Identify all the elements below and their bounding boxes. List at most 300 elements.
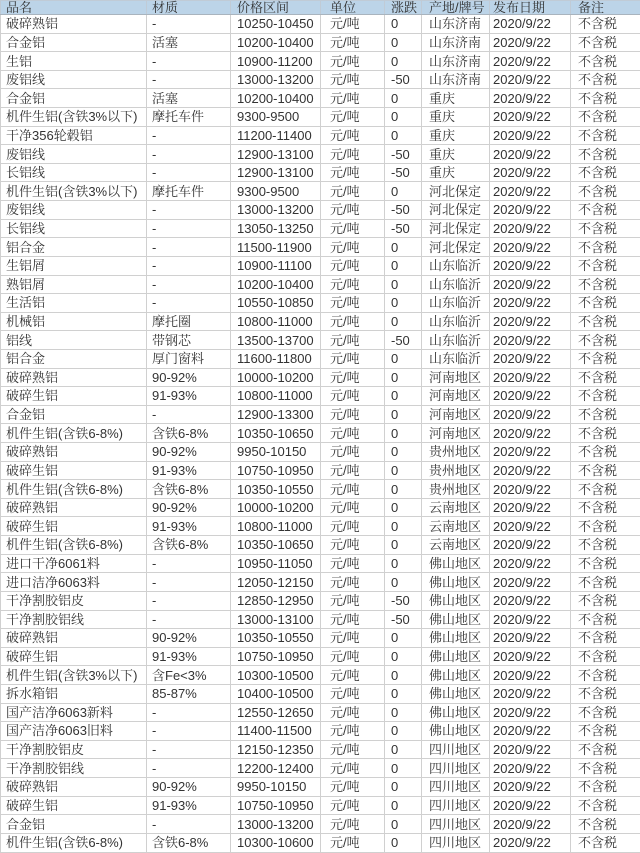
table-cell: 河北保定 <box>422 219 490 238</box>
table-cell: -50 <box>385 591 422 610</box>
table-cell: 废铝线 <box>1 70 147 89</box>
table-body <box>1 15 640 853</box>
table-cell: 0 <box>385 833 422 852</box>
table-cell: 干净割胶铝皮 <box>1 591 147 610</box>
table-row <box>1 461 640 480</box>
table-cell: 佛山地区 <box>422 629 490 648</box>
table-cell: 2020/9/22 <box>490 554 571 573</box>
table-header <box>1 1 640 15</box>
table-cell: 含铁6-8% <box>147 480 231 499</box>
table-cell: 91-93% <box>147 517 231 536</box>
table-row <box>1 740 640 759</box>
table-cell: 2020/9/22 <box>490 591 571 610</box>
table-cell: 不含税 <box>571 219 640 238</box>
table-cell: 不含税 <box>571 424 640 443</box>
table-cell: 熟铝屑 <box>1 275 147 294</box>
table-cell: 2020/9/22 <box>490 294 571 313</box>
table-cell: 2020/9/22 <box>490 461 571 480</box>
table-cell: 2020/9/22 <box>490 405 571 424</box>
table-cell: 12900-13100 <box>231 145 321 164</box>
table-row <box>1 722 640 741</box>
table-cell: 不含税 <box>571 89 640 108</box>
table-cell: 佛山地区 <box>422 573 490 592</box>
table-cell: 四川地区 <box>422 815 490 834</box>
table-cell: 不含税 <box>571 294 640 313</box>
table-cell: 2020/9/22 <box>490 33 571 52</box>
table-cell: 河南地区 <box>422 387 490 406</box>
table-cell: 元/吨 <box>321 740 385 759</box>
table-cell: 2020/9/22 <box>490 52 571 71</box>
table-row <box>1 331 640 350</box>
table-cell: 摩托车件 <box>147 108 231 127</box>
table-cell: 91-93% <box>147 387 231 406</box>
table-cell: 2020/9/22 <box>490 815 571 834</box>
table-cell: 90-92% <box>147 443 231 462</box>
table-cell: 破碎熟铝 <box>1 368 147 387</box>
table-cell: 91-93% <box>147 647 231 666</box>
table-cell: -50 <box>385 70 422 89</box>
table-cell: 山东济南 <box>422 52 490 71</box>
table-cell: 废铝线 <box>1 201 147 220</box>
table-cell: 2020/9/22 <box>490 684 571 703</box>
column-header-remark: 备注 <box>571 1 640 15</box>
column-header-unit: 单位 <box>321 1 385 15</box>
table-cell: 不含税 <box>571 33 640 52</box>
table-cell: 合金铝 <box>1 33 147 52</box>
table-cell: 不含税 <box>571 275 640 294</box>
table-cell: 0 <box>385 108 422 127</box>
table-cell: 长铝线 <box>1 219 147 238</box>
table-cell: 佛山地区 <box>422 554 490 573</box>
table-cell: 山东临沂 <box>422 331 490 350</box>
table-row <box>1 815 640 834</box>
table-cell: 机件生铝(含铁3%以下) <box>1 108 147 127</box>
table-cell: -50 <box>385 201 422 220</box>
table-cell: 2020/9/22 <box>490 536 571 555</box>
table-cell: 元/吨 <box>321 219 385 238</box>
table-cell: 10350-10550 <box>231 480 321 499</box>
table-cell: 不含税 <box>571 461 640 480</box>
table-cell: 0 <box>385 517 422 536</box>
table-cell: 含铁6-8% <box>147 536 231 555</box>
table-cell: 机件生铝(含铁3%以下) <box>1 666 147 685</box>
table-cell: 0 <box>385 703 422 722</box>
table-cell: 佛山地区 <box>422 666 490 685</box>
table-cell: - <box>147 163 231 182</box>
table-cell: 9300-9500 <box>231 108 321 127</box>
table-row <box>1 52 640 71</box>
table-cell: 10200-10400 <box>231 89 321 108</box>
table-row <box>1 70 640 89</box>
table-cell: 91-93% <box>147 796 231 815</box>
table-cell: 11400-11500 <box>231 722 321 741</box>
table-cell: 不含税 <box>571 256 640 275</box>
table-row <box>1 443 640 462</box>
table-cell: 不含税 <box>571 498 640 517</box>
table-cell: 10800-11000 <box>231 387 321 406</box>
table-row <box>1 777 640 796</box>
table-cell: 四川地区 <box>422 759 490 778</box>
table-cell: 山东临沂 <box>422 349 490 368</box>
column-header-publish-date: 发布日期 <box>490 1 571 15</box>
table-cell: 不含税 <box>571 163 640 182</box>
table-cell: 2020/9/22 <box>490 722 571 741</box>
table-row <box>1 33 640 52</box>
table-cell: 含Fe<3% <box>147 666 231 685</box>
table-row <box>1 387 640 406</box>
table-cell: 10200-10400 <box>231 275 321 294</box>
table-cell: 0 <box>385 33 422 52</box>
table-row <box>1 684 640 703</box>
table-cell: 不含税 <box>571 443 640 462</box>
table-cell: 合金铝 <box>1 405 147 424</box>
table-cell: 2020/9/22 <box>490 163 571 182</box>
table-cell: 2020/9/22 <box>490 610 571 629</box>
table-cell: - <box>147 219 231 238</box>
table-cell: 不含税 <box>571 349 640 368</box>
table-cell: 干净割胶铝线 <box>1 759 147 778</box>
table-cell: 元/吨 <box>321 182 385 201</box>
table-row <box>1 219 640 238</box>
table-cell: 0 <box>385 684 422 703</box>
table-cell: 合金铝 <box>1 89 147 108</box>
table-cell: 元/吨 <box>321 15 385 34</box>
table-cell: -50 <box>385 163 422 182</box>
table-cell: - <box>147 70 231 89</box>
table-cell: 厚门窗料 <box>147 349 231 368</box>
table-cell: - <box>147 573 231 592</box>
table-cell: 元/吨 <box>321 777 385 796</box>
table-cell: 90-92% <box>147 368 231 387</box>
table-cell: 佛山地区 <box>422 684 490 703</box>
table-row <box>1 405 640 424</box>
table-cell: 不含税 <box>571 647 640 666</box>
table-cell: 不含税 <box>571 70 640 89</box>
table-cell: 2020/9/22 <box>490 201 571 220</box>
table-cell: 不含税 <box>571 740 640 759</box>
table-cell: 0 <box>385 89 422 108</box>
table-cell: 元/吨 <box>321 312 385 331</box>
table-cell: 元/吨 <box>321 349 385 368</box>
table-cell: 0 <box>385 238 422 257</box>
table-cell: 破碎熟铝 <box>1 498 147 517</box>
table-cell: 干净割胶铝线 <box>1 610 147 629</box>
table-cell: 9300-9500 <box>231 182 321 201</box>
table-cell: - <box>147 256 231 275</box>
table-cell: 0 <box>385 461 422 480</box>
table-cell: 2020/9/22 <box>490 517 571 536</box>
table-cell: 四川地区 <box>422 833 490 852</box>
table-cell: 2020/9/22 <box>490 312 571 331</box>
table-cell: 破碎生铝 <box>1 387 147 406</box>
table-cell: 山东济南 <box>422 70 490 89</box>
table-cell: 2020/9/22 <box>490 145 571 164</box>
table-cell: - <box>147 15 231 34</box>
table-cell: 不含税 <box>571 15 640 34</box>
table-cell: 0 <box>385 480 422 499</box>
table-cell: 10750-10950 <box>231 461 321 480</box>
table-cell: 重庆 <box>422 163 490 182</box>
table-cell: 不含税 <box>571 629 640 648</box>
table-cell: 2020/9/22 <box>490 70 571 89</box>
table-cell: - <box>147 145 231 164</box>
table-cell: 元/吨 <box>321 703 385 722</box>
table-cell: 不含税 <box>571 52 640 71</box>
table-cell: 不含税 <box>571 517 640 536</box>
table-cell: 不含税 <box>571 796 640 815</box>
table-cell: 13500-13700 <box>231 331 321 350</box>
table-cell: 元/吨 <box>321 424 385 443</box>
table-cell: 2020/9/22 <box>490 275 571 294</box>
table-row <box>1 610 640 629</box>
table-cell: 云南地区 <box>422 517 490 536</box>
table-cell: 13000-13200 <box>231 815 321 834</box>
table-cell: 2020/9/22 <box>490 15 571 34</box>
table-cell: 破碎熟铝 <box>1 443 147 462</box>
table-cell: 带钢芯 <box>147 331 231 350</box>
table-cell: 2020/9/22 <box>490 740 571 759</box>
table-cell: 铝合金 <box>1 238 147 257</box>
table-cell: 10800-11000 <box>231 517 321 536</box>
table-cell: 破碎生铝 <box>1 517 147 536</box>
table-cell: - <box>147 554 231 573</box>
table-cell: 2020/9/22 <box>490 219 571 238</box>
table-cell: 不含税 <box>571 108 640 127</box>
table-cell: 0 <box>385 126 422 145</box>
table-cell: 不含税 <box>571 405 640 424</box>
table-row <box>1 145 640 164</box>
table-cell: 生活铝 <box>1 294 147 313</box>
table-cell: 不含税 <box>571 201 640 220</box>
table-cell: 元/吨 <box>321 536 385 555</box>
table-cell: 元/吨 <box>321 498 385 517</box>
table-cell: 破碎熟铝 <box>1 15 147 34</box>
table-row <box>1 554 640 573</box>
table-cell: 2020/9/22 <box>490 796 571 815</box>
table-cell: 2020/9/22 <box>490 480 571 499</box>
table-cell: 元/吨 <box>321 722 385 741</box>
table-cell: 12850-12950 <box>231 591 321 610</box>
table-cell: 11600-11800 <box>231 349 321 368</box>
table-cell: 机件生铝(含铁6-8%) <box>1 424 147 443</box>
table-cell: 佛山地区 <box>422 647 490 666</box>
table-cell: 10750-10950 <box>231 796 321 815</box>
table-cell: 元/吨 <box>321 163 385 182</box>
table-cell: 不含税 <box>571 684 640 703</box>
table-row <box>1 424 640 443</box>
table-cell: 铝合金 <box>1 349 147 368</box>
table-cell: 2020/9/22 <box>490 349 571 368</box>
table-cell: 元/吨 <box>321 443 385 462</box>
table-cell: 13050-13250 <box>231 219 321 238</box>
table-cell: 干净356轮毂铝 <box>1 126 147 145</box>
table-cell: -50 <box>385 610 422 629</box>
table-cell: 贵州地区 <box>422 480 490 499</box>
table-cell: 不含税 <box>571 703 640 722</box>
table-cell: 山东济南 <box>422 15 490 34</box>
table-cell: 12150-12350 <box>231 740 321 759</box>
table-row <box>1 201 640 220</box>
table-cell: 元/吨 <box>321 573 385 592</box>
table-cell: 云南地区 <box>422 536 490 555</box>
table-cell: 机件生铝(含铁3%以下) <box>1 182 147 201</box>
table-cell: 10350-10550 <box>231 629 321 648</box>
table-cell: - <box>147 275 231 294</box>
table-cell: 9950-10150 <box>231 777 321 796</box>
table-cell: 9950-10150 <box>231 443 321 462</box>
table-cell: 铝线 <box>1 331 147 350</box>
table-cell: 12050-12150 <box>231 573 321 592</box>
table-cell: 2020/9/22 <box>490 182 571 201</box>
table-cell: 2020/9/22 <box>490 368 571 387</box>
table-cell: 生铝屑 <box>1 256 147 275</box>
table-cell: 贵州地区 <box>422 461 490 480</box>
table-cell: 0 <box>385 424 422 443</box>
table-cell: 元/吨 <box>321 629 385 648</box>
table-cell: 元/吨 <box>321 108 385 127</box>
table-cell: 0 <box>385 647 422 666</box>
table-row <box>1 759 640 778</box>
table-cell: 不含税 <box>571 573 640 592</box>
table-cell: 贵州地区 <box>422 443 490 462</box>
table-cell: 11200-11400 <box>231 126 321 145</box>
table-cell: 11500-11900 <box>231 238 321 257</box>
table-cell: 0 <box>385 182 422 201</box>
table-cell: - <box>147 238 231 257</box>
table-cell: 0 <box>385 275 422 294</box>
table-cell: 2020/9/22 <box>490 331 571 350</box>
table-cell: 四川地区 <box>422 796 490 815</box>
table-cell: 佛山地区 <box>422 610 490 629</box>
table-cell: 2020/9/22 <box>490 777 571 796</box>
table-cell: 破碎熟铝 <box>1 777 147 796</box>
table-cell: 2020/9/22 <box>490 108 571 127</box>
table-cell: 0 <box>385 387 422 406</box>
table-cell: 元/吨 <box>321 256 385 275</box>
table-cell: 重庆 <box>422 145 490 164</box>
table-cell: - <box>147 405 231 424</box>
table-cell: 元/吨 <box>321 405 385 424</box>
table-cell: 摩托圈 <box>147 312 231 331</box>
column-header-change: 涨跌 <box>385 1 422 15</box>
table-cell: 机械铝 <box>1 312 147 331</box>
table-cell: 2020/9/22 <box>490 89 571 108</box>
table-row <box>1 833 640 852</box>
table-row <box>1 647 640 666</box>
table-cell: 10750-10950 <box>231 647 321 666</box>
table-cell: 2020/9/22 <box>490 126 571 145</box>
table-cell: 10200-10400 <box>231 33 321 52</box>
table-cell: - <box>147 294 231 313</box>
table-cell: 元/吨 <box>321 461 385 480</box>
table-cell: 0 <box>385 666 422 685</box>
table-cell: 不含税 <box>571 777 640 796</box>
table-cell: 山东临沂 <box>422 256 490 275</box>
table-cell: 元/吨 <box>321 52 385 71</box>
table-cell: 0 <box>385 312 422 331</box>
table-cell: 元/吨 <box>321 610 385 629</box>
table-cell: 山东临沂 <box>422 294 490 313</box>
table-cell: 四川地区 <box>422 777 490 796</box>
column-header-product-name: 品名 <box>1 1 147 15</box>
table-row <box>1 275 640 294</box>
column-header-material: 材质 <box>147 1 231 15</box>
table-cell: 0 <box>385 15 422 34</box>
table-cell: 长铝线 <box>1 163 147 182</box>
table-cell: 进口干净6061料 <box>1 554 147 573</box>
table-cell: 10000-10200 <box>231 498 321 517</box>
table-cell: 0 <box>385 815 422 834</box>
table-cell: 元/吨 <box>321 833 385 852</box>
table-cell: 13000-13100 <box>231 610 321 629</box>
table-cell: 破碎生铝 <box>1 796 147 815</box>
table-cell: 活塞 <box>147 89 231 108</box>
table-cell: 0 <box>385 629 422 648</box>
table-cell: 10300-10500 <box>231 666 321 685</box>
table-cell: 2020/9/22 <box>490 629 571 648</box>
table-cell: 0 <box>385 554 422 573</box>
table-cell: 不含税 <box>571 182 640 201</box>
table-row <box>1 573 640 592</box>
table-cell: 0 <box>385 498 422 517</box>
column-header-price-range: 价格区间 <box>231 1 321 15</box>
table-cell: 元/吨 <box>321 33 385 52</box>
table-cell: 0 <box>385 796 422 815</box>
table-cell: 机件生铝(含铁6-8%) <box>1 833 147 852</box>
table-cell: 元/吨 <box>321 796 385 815</box>
table-cell: 10300-10600 <box>231 833 321 852</box>
table-cell: 10900-11100 <box>231 256 321 275</box>
table-cell: 山东济南 <box>422 33 490 52</box>
table-cell: -50 <box>385 219 422 238</box>
table-cell: 元/吨 <box>321 126 385 145</box>
table-cell: 合金铝 <box>1 815 147 834</box>
table-cell: 12550-12650 <box>231 703 321 722</box>
table-cell: 破碎熟铝 <box>1 629 147 648</box>
table-row <box>1 498 640 517</box>
table-cell: 2020/9/22 <box>490 647 571 666</box>
table-cell: 元/吨 <box>321 480 385 499</box>
table-row <box>1 238 640 257</box>
table-cell: 元/吨 <box>321 89 385 108</box>
table-cell: 2020/9/22 <box>490 759 571 778</box>
table-cell: 10000-10200 <box>231 368 321 387</box>
table-cell: 元/吨 <box>321 759 385 778</box>
table-row <box>1 349 640 368</box>
table-cell: 河南地区 <box>422 424 490 443</box>
table-cell: 91-93% <box>147 461 231 480</box>
table-cell: 河北保定 <box>422 238 490 257</box>
table-cell: 2020/9/22 <box>490 498 571 517</box>
table-cell: 四川地区 <box>422 740 490 759</box>
table-cell: 元/吨 <box>321 387 385 406</box>
table-cell: 10350-10650 <box>231 424 321 443</box>
table-cell: 河南地区 <box>422 368 490 387</box>
table-cell: 佛山地区 <box>422 722 490 741</box>
table-cell: 元/吨 <box>321 666 385 685</box>
table-cell: 2020/9/22 <box>490 666 571 685</box>
table-cell: 0 <box>385 294 422 313</box>
table-cell: - <box>147 740 231 759</box>
table-cell: 0 <box>385 349 422 368</box>
table-cell: 不含税 <box>571 815 640 834</box>
table-cell: 10250-10450 <box>231 15 321 34</box>
table-cell: 2020/9/22 <box>490 238 571 257</box>
table-row <box>1 126 640 145</box>
table-cell: 机件生铝(含铁6-8%) <box>1 536 147 555</box>
table-cell: 0 <box>385 368 422 387</box>
table-cell: - <box>147 126 231 145</box>
